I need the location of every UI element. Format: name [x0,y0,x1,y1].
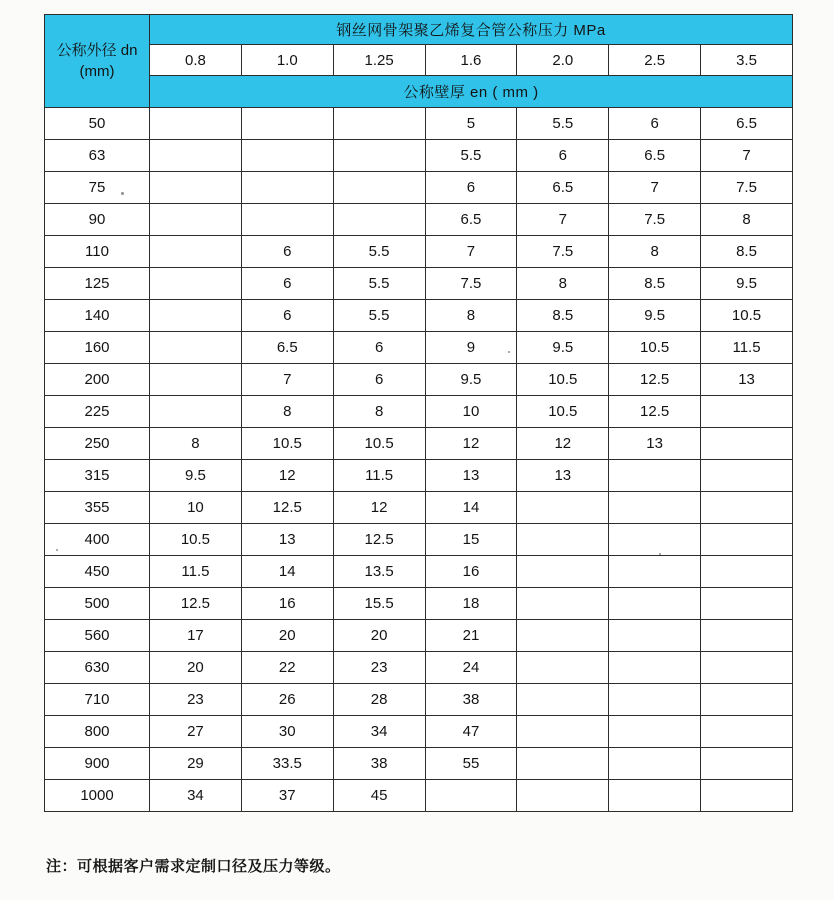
wall-thickness-cell: 13 [425,460,517,492]
wall-thickness-cell [701,716,793,748]
wall-thickness-cell: 12 [517,428,609,460]
pressure-col-header: 1.25 [333,45,425,76]
dn-cell: 400 [45,524,150,556]
dn-cell: 160 [45,332,150,364]
wall-thickness-cell [150,172,242,204]
wall-thickness-cell [150,300,242,332]
wall-thickness-cell: 6 [425,172,517,204]
wall-thickness-cell: 10.5 [701,300,793,332]
wall-thickness-cell: 12.5 [609,364,701,396]
wall-thickness-cell [701,396,793,428]
wall-thickness-cell: 30 [241,716,333,748]
wall-thickness-cell [517,748,609,780]
table-row [45,236,793,268]
dn-cell: 450 [45,556,150,588]
wall-thickness-cell [517,780,609,812]
wall-thickness-cell: 38 [425,684,517,716]
wall-thickness-cell: 11.5 [333,460,425,492]
wall-thickness-cell: 5.5 [425,140,517,172]
wall-thickness-cell [701,556,793,588]
wall-thickness-cell: 7 [241,364,333,396]
wall-thickness-cell [517,492,609,524]
wall-thickness-cell [701,748,793,780]
wall-thickness-cell: 11.5 [150,556,242,588]
wall-thickness-cell [609,684,701,716]
wall-thickness-cell: 12.5 [609,396,701,428]
table-row [45,620,793,652]
wall-thickness-cell: 8 [517,268,609,300]
dn-cell: 560 [45,620,150,652]
wall-thickness-cell [241,108,333,140]
wall-thickness-cell: 10 [150,492,242,524]
wall-thickness-cell: 13 [701,364,793,396]
wall-thickness-cell [150,364,242,396]
wall-thickness-cell: 10.5 [241,428,333,460]
wall-thickness-cell: 12.5 [150,588,242,620]
wall-thickness-cell: 37 [241,780,333,812]
wall-thickness-cell: 7.5 [425,268,517,300]
wall-thickness-cell: 6 [241,236,333,268]
wall-thickness-cell [150,108,242,140]
wall-thickness-cell: 9.5 [425,364,517,396]
wall-thickness-cell: 14 [241,556,333,588]
dn-cell: 200 [45,364,150,396]
wall-thickness-cell [609,556,701,588]
wall-thickness-cell [701,524,793,556]
pressure-col-header: 1.0 [241,45,333,76]
wall-thickness-cell [333,108,425,140]
wall-thickness-cell [241,172,333,204]
wall-thickness-cell [609,620,701,652]
table-row [45,492,793,524]
wall-thickness-cell [517,620,609,652]
pressure-col-header: 0.8 [150,45,242,76]
table-row [45,524,793,556]
wall-thickness-cell [701,620,793,652]
table-row [45,716,793,748]
dn-cell: 90 [45,204,150,236]
wall-thickness-cell: 5.5 [517,108,609,140]
wall-thickness-cell: 13.5 [333,556,425,588]
wall-thickness-cell: 13 [609,428,701,460]
corner-header-line2: (mm) [79,63,115,80]
wall-thickness-cell [609,780,701,812]
wall-thickness-cell: 7 [609,172,701,204]
wall-thickness-cell: 34 [333,716,425,748]
wall-thickness-cell [609,716,701,748]
footnote: 注：可根据客户需求定制口径及压力等级。 [46,858,341,875]
wall-thickness-cell: 21 [425,620,517,652]
wall-thickness-cell: 8 [425,300,517,332]
table-row [45,684,793,716]
wall-thickness-cell: 20 [150,652,242,684]
wall-thickness-cell: 7.5 [609,204,701,236]
table-row [45,652,793,684]
wall-thickness-cell: 6.5 [701,108,793,140]
wall-thickness-cell: 10 [425,396,517,428]
dn-cell: 630 [45,652,150,684]
corner-header-line1: 公称外径 dn [56,42,138,59]
wall-thickness-cell [333,172,425,204]
dn-cell: 125 [45,268,150,300]
wall-thickness-cell: 20 [241,620,333,652]
wall-thickness-cell: 24 [425,652,517,684]
wall-thickness-cell: 10.5 [333,428,425,460]
wall-thickness-cell [425,780,517,812]
wall-thickness-cell: 14 [425,492,517,524]
pressure-col-header: 3.5 [701,45,793,76]
table-row [45,556,793,588]
pressure-header-row [45,45,793,76]
wall-thickness-cell: 23 [150,684,242,716]
dn-cell: 250 [45,428,150,460]
dn-cell: 355 [45,492,150,524]
wall-thickness-cell [333,140,425,172]
pressure-col-header: 2.5 [609,45,701,76]
table-row [45,140,793,172]
wall-thickness-header: 公称壁厚 en ( mm ) [150,76,793,108]
wall-thickness-cell [517,684,609,716]
wall-thickness-cell: 10.5 [517,364,609,396]
table-row [45,172,793,204]
wall-thickness-cell: 15 [425,524,517,556]
wall-thickness-cell: 12.5 [241,492,333,524]
wall-thickness-cell: 7 [425,236,517,268]
wall-thickness-cell [517,524,609,556]
wall-thickness-cell: 9.5 [609,300,701,332]
scan-speck [121,192,124,195]
wall-thickness-cell: 9.5 [701,268,793,300]
wall-thickness-cell: 17 [150,620,242,652]
wall-thickness-cell: 9.5 [150,460,242,492]
dn-cell: 75 [45,172,150,204]
wall-thickness-cell [701,652,793,684]
table-row [45,300,793,332]
wall-thickness-cell [241,204,333,236]
wall-thickness-cell [517,556,609,588]
header-row-subtitle [45,76,793,108]
wall-thickness-cell: 6 [333,332,425,364]
wall-thickness-cell: 5 [425,108,517,140]
dn-cell: 140 [45,300,150,332]
wall-thickness-cell [701,588,793,620]
wall-thickness-cell: 7 [517,204,609,236]
wall-thickness-cell [701,780,793,812]
wall-thickness-cell: 27 [150,716,242,748]
wall-thickness-cell: 12 [333,492,425,524]
wall-thickness-cell: 8 [150,428,242,460]
wall-thickness-cell: 13 [517,460,609,492]
header-row-title [45,15,793,45]
wall-thickness-cell: 6 [609,108,701,140]
wall-thickness-cell: 6.5 [425,204,517,236]
wall-thickness-cell: 7 [701,140,793,172]
wall-thickness-cell [150,396,242,428]
wall-thickness-cell [609,652,701,684]
wall-thickness-cell: 29 [150,748,242,780]
wall-thickness-cell: 9.5 [517,332,609,364]
wall-thickness-cell: 12.5 [333,524,425,556]
wall-thickness-cell: 16 [241,588,333,620]
wall-thickness-cell: 5.5 [333,300,425,332]
table-row [45,108,793,140]
dn-cell: 900 [45,748,150,780]
wall-thickness-cell [609,588,701,620]
wall-thickness-cell: 8 [241,396,333,428]
wall-thickness-cell: 47 [425,716,517,748]
wall-thickness-cell: 8 [701,204,793,236]
wall-thickness-cell: 7.5 [517,236,609,268]
scan-speck [508,351,510,353]
wall-thickness-cell: 10.5 [517,396,609,428]
wall-thickness-cell: 6 [517,140,609,172]
dn-cell: 1000 [45,780,150,812]
wall-thickness-cell [609,524,701,556]
wall-thickness-cell: 6.5 [609,140,701,172]
dn-cell: 225 [45,396,150,428]
table-row [45,396,793,428]
wall-thickness-cell [701,492,793,524]
wall-thickness-cell: 9 [425,332,517,364]
wall-thickness-cell: 5.5 [333,268,425,300]
pressure-col-header: 2.0 [517,45,609,76]
wall-thickness-cell: 6 [241,268,333,300]
table-title: 钢丝网骨架聚乙烯复合管公称压力 MPa [150,15,793,45]
scan-speck [659,553,661,555]
table-header [45,15,793,108]
wall-thickness-cell: 22 [241,652,333,684]
pressure-col-header: 1.6 [425,45,517,76]
corner-header-dn [45,15,150,108]
table-row [45,268,793,300]
wall-thickness-cell [517,652,609,684]
dn-cell: 315 [45,460,150,492]
wall-thickness-cell [241,140,333,172]
wall-thickness-cell [150,236,242,268]
wall-thickness-cell [609,460,701,492]
dn-cell: 500 [45,588,150,620]
pipe-pressure-table [44,14,793,812]
table-row [45,364,793,396]
wall-thickness-cell [150,332,242,364]
dn-cell: 710 [45,684,150,716]
wall-thickness-cell: 10.5 [150,524,242,556]
wall-thickness-cell: 8.5 [517,300,609,332]
wall-thickness-cell: 55 [425,748,517,780]
wall-thickness-cell [150,140,242,172]
wall-thickness-cell [517,588,609,620]
table-row [45,588,793,620]
wall-thickness-cell: 38 [333,748,425,780]
wall-thickness-cell [701,684,793,716]
wall-thickness-cell: 16 [425,556,517,588]
wall-thickness-cell: 5.5 [333,236,425,268]
wall-thickness-cell: 8.5 [701,236,793,268]
wall-thickness-cell: 8.5 [609,268,701,300]
wall-thickness-cell [609,492,701,524]
table-row [45,780,793,812]
wall-thickness-cell: 7.5 [701,172,793,204]
wall-thickness-cell: 12 [425,428,517,460]
wall-thickness-cell [701,460,793,492]
wall-thickness-cell: 13 [241,524,333,556]
dn-cell: 50 [45,108,150,140]
wall-thickness-cell: 33.5 [241,748,333,780]
wall-thickness-cell: 28 [333,684,425,716]
wall-thickness-cell: 12 [241,460,333,492]
wall-thickness-cell: 10.5 [609,332,701,364]
table-row [45,748,793,780]
wall-thickness-cell: 34 [150,780,242,812]
scan-speck [56,549,58,551]
table-body [45,108,793,812]
wall-thickness-cell: 8 [609,236,701,268]
wall-thickness-cell: 18 [425,588,517,620]
wall-thickness-cell: 6.5 [241,332,333,364]
wall-thickness-cell: 20 [333,620,425,652]
wall-thickness-cell: 45 [333,780,425,812]
wall-thickness-cell [333,204,425,236]
table-row [45,460,793,492]
wall-thickness-cell: 6.5 [517,172,609,204]
wall-thickness-cell: 23 [333,652,425,684]
dn-cell: 63 [45,140,150,172]
wall-thickness-cell: 26 [241,684,333,716]
wall-thickness-cell: 11.5 [701,332,793,364]
wall-thickness-cell [150,204,242,236]
table-row [45,428,793,460]
wall-thickness-cell [150,268,242,300]
wall-thickness-cell [701,428,793,460]
table-row [45,204,793,236]
wall-thickness-cell: 6 [241,300,333,332]
dn-cell: 800 [45,716,150,748]
wall-thickness-cell [609,748,701,780]
wall-thickness-cell: 15.5 [333,588,425,620]
wall-thickness-cell [517,716,609,748]
table-row [45,332,793,364]
wall-thickness-cell: 8 [333,396,425,428]
dn-cell: 110 [45,236,150,268]
wall-thickness-cell: 6 [333,364,425,396]
